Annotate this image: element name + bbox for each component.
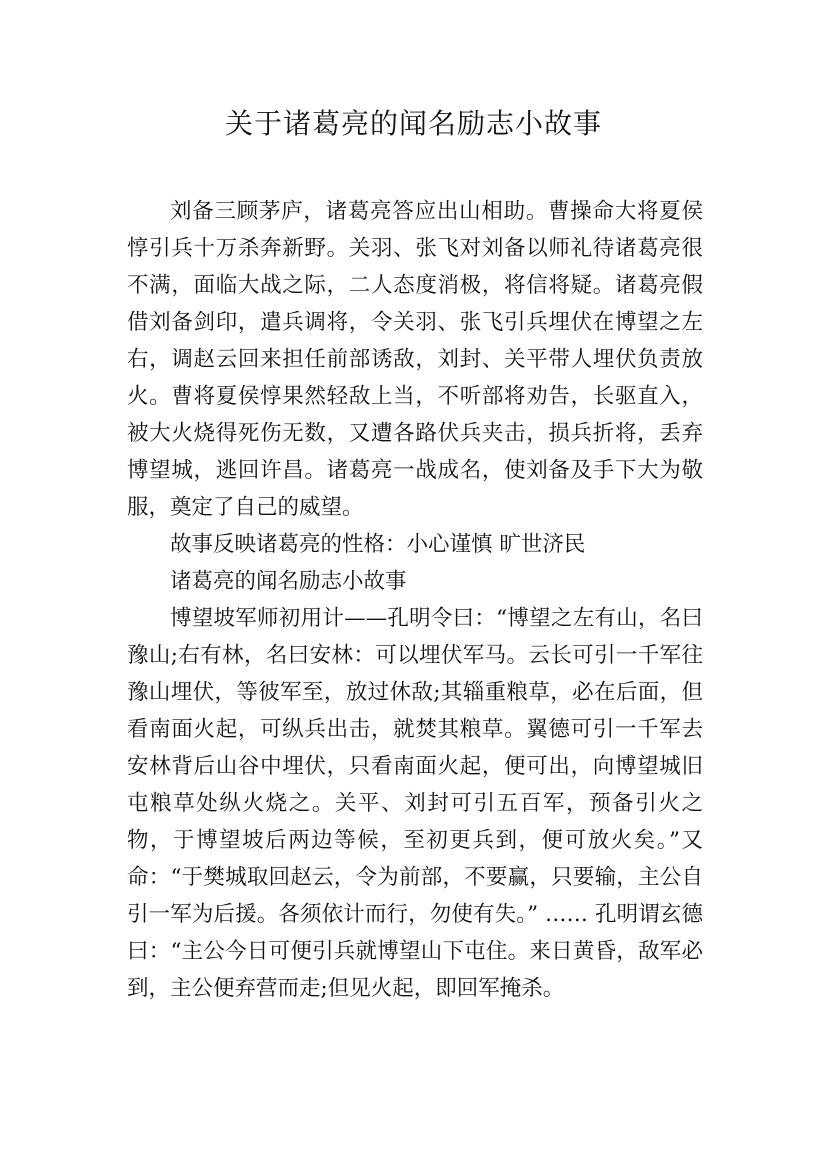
paragraph-subheading: 诸葛亮的闻名励志小故事 (170, 569, 407, 594)
document-title: 关于诸葛亮的闻名励志小故事 (224, 107, 602, 140)
paragraph-story-1: 刘备三顾茅庐，诸葛亮答应出山相助。曹操命大将夏侯惇引兵十万杀奔新野。关羽、张飞对刘备以师礼待诸葛亮很不满，面临大战之际，二人态度消极，将信将疑。诸葛亮假借刘备剑印，遣兵调将，令关羽、张飞引兵埋伏在博望之左右，调赵云回来担任前部诱敌，刘封、关平带人埋伏负责放火。曹将夏侯惇果然轻敌上当，不听部将劝告，长驱直入，被大火烧得死伤无数，又遭各路伏兵夹击，损兵折将，丢弃博望城，逃回许昌。诸葛亮一战成名，使刘备及手下大为敬服，奠定了自己的威望。 (127, 199, 703, 520)
paragraph-story-2: 博望坡军师初用计——孔明令曰：“博望之左有山，名曰豫山;右有林，名曰安林：可以埋伏军马。云长可引一千军往豫山埋伏，等彼军至，放过休敌;其辎重粮草，必在后面，但看南面火起，可纵兵出击，就焚其粮草。翼德可引一千军去安林背后山谷中埋伏，只看南面火起，便可出，向博望城旧屯粮草处纵火烧之。关平、刘封可引五百军，预备引火之物，于博望坡后两边等候，至初更兵到，便可放火矣。”又命：“于樊城取回赵云，令为前部，不要赢，只要输，主公自引一军为后援。各须依计而行，勿使有失。” …… 孔明谓玄德曰：“主公今日可便引兵就博望山下屯住。来日黄昏，敌军必到，主公便弃营而走;但见火起，即回军掩杀。 (127, 606, 703, 1001)
paragraph-character-note: 故事反映诸葛亮的性格：小心谨慎 旷世济民 (170, 532, 586, 557)
document-body (127, 193, 703, 1007)
